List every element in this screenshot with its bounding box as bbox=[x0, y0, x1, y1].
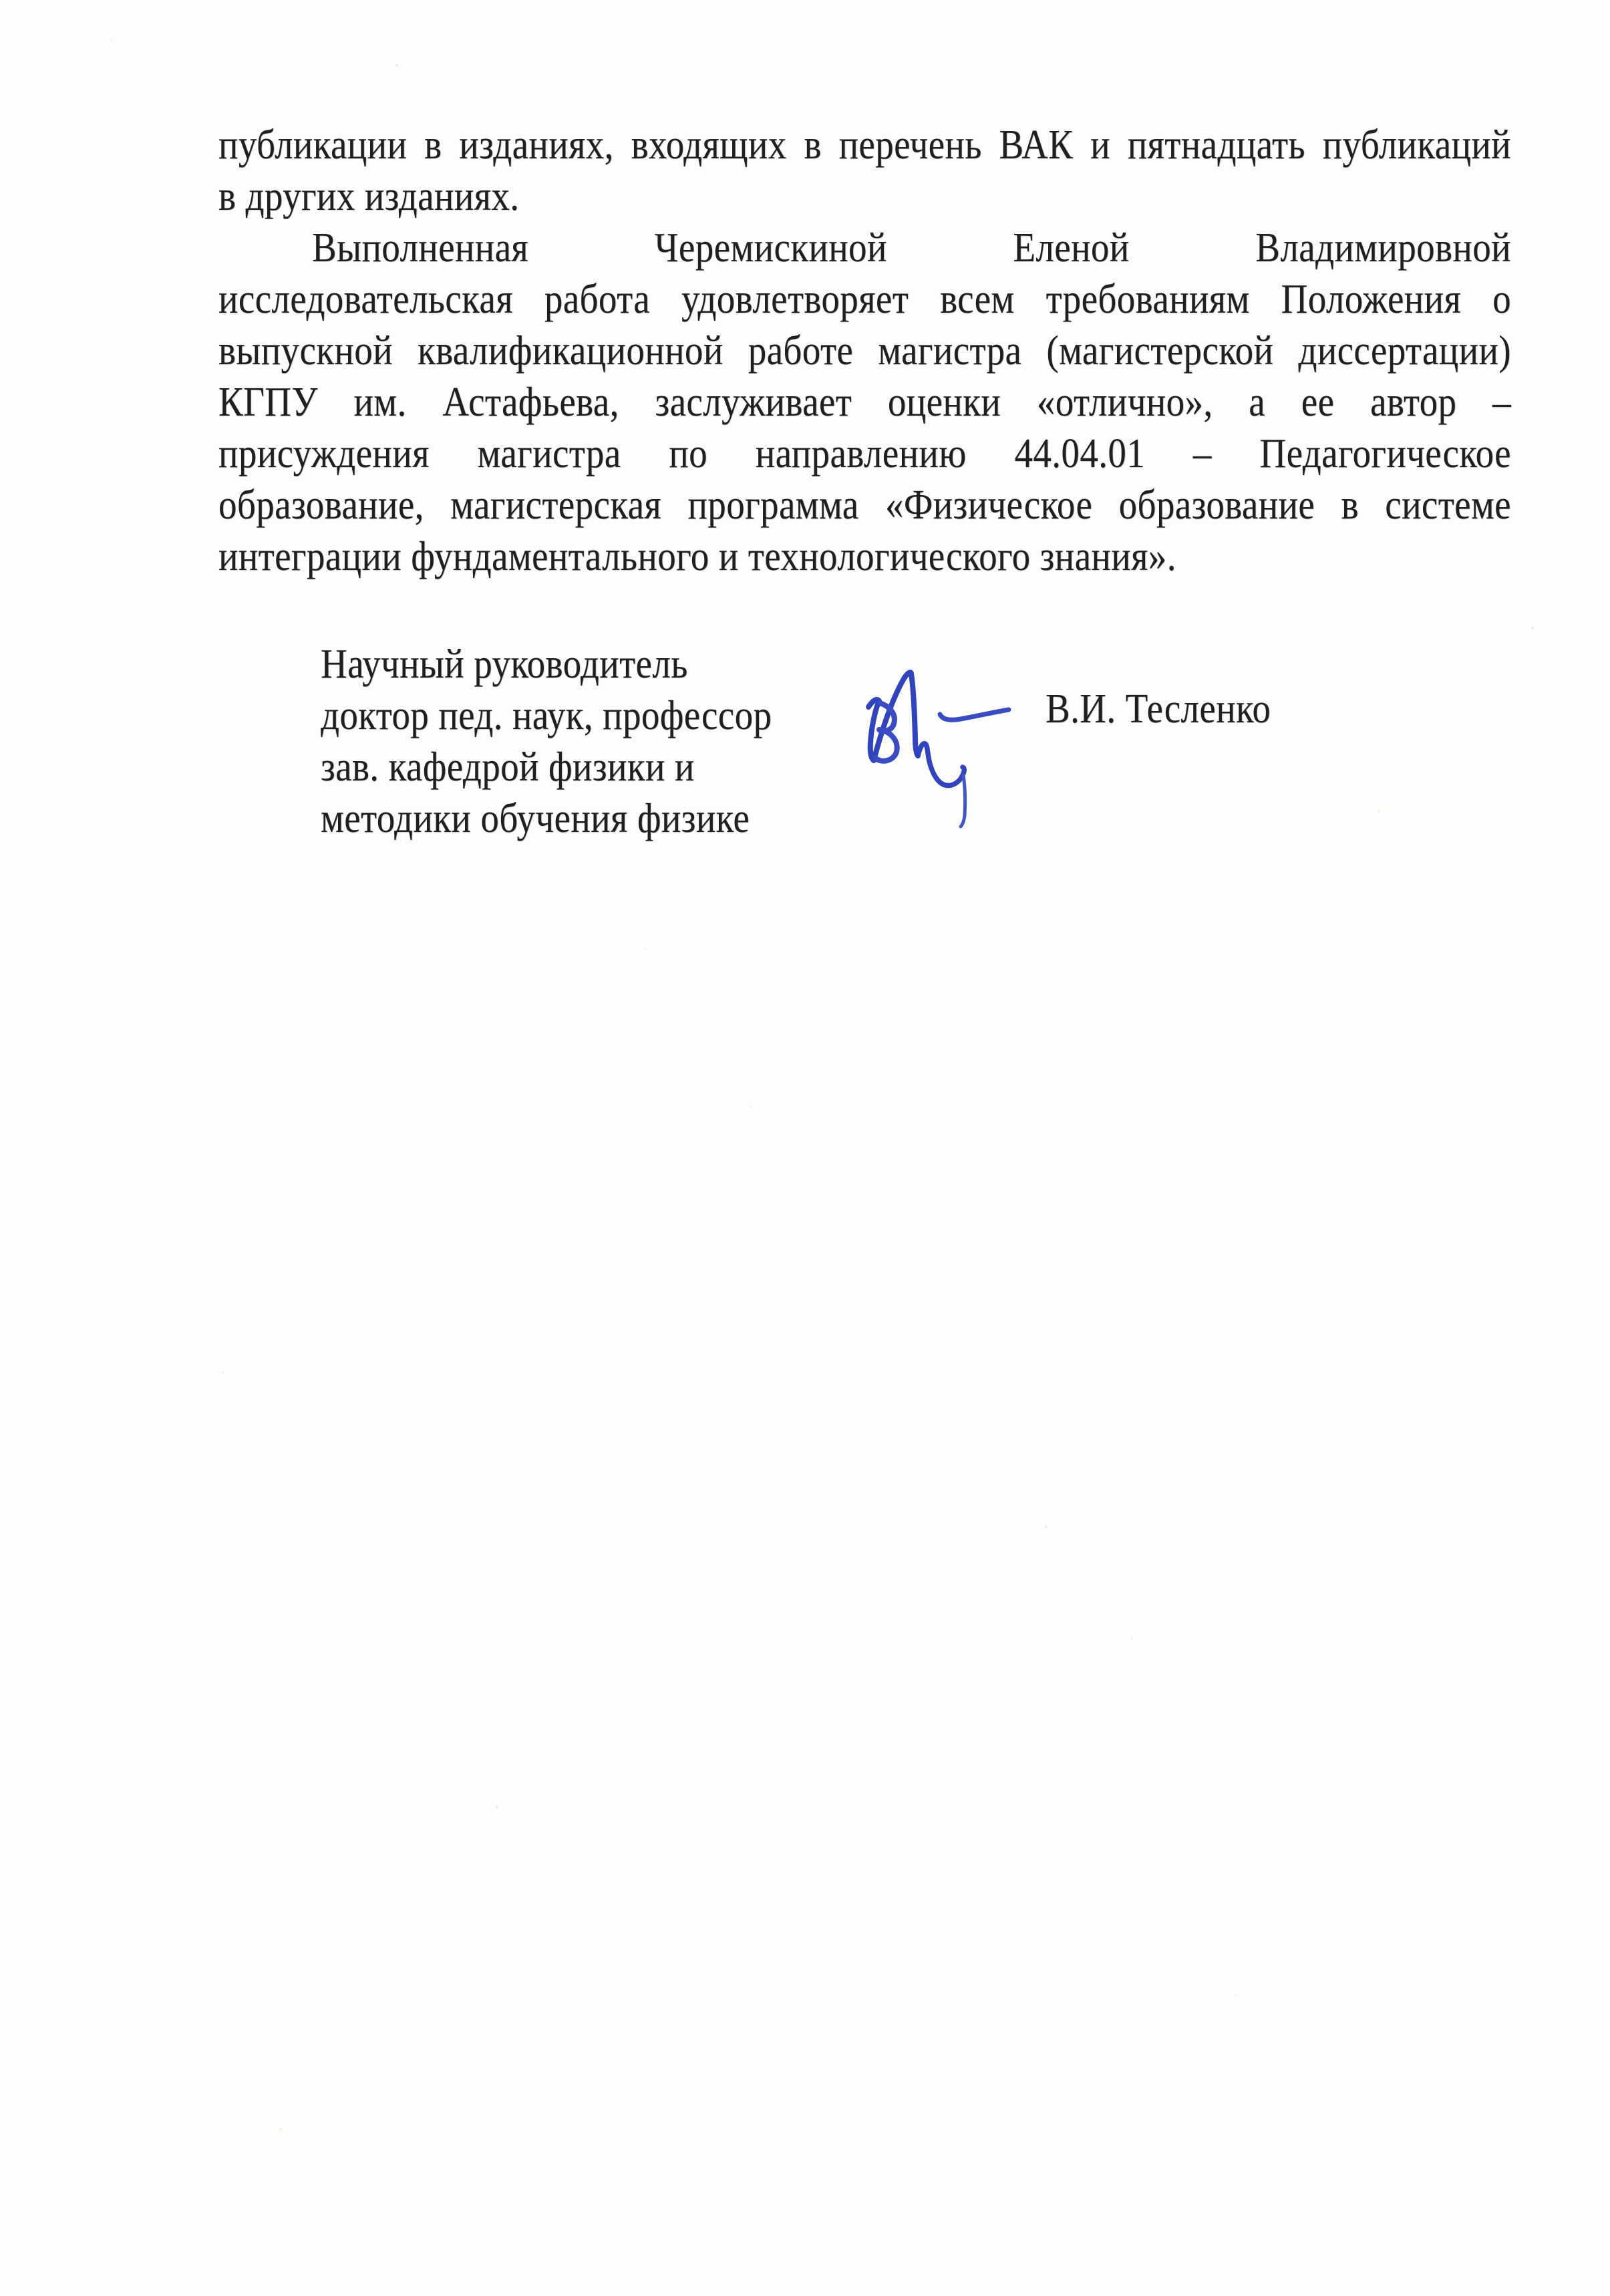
scan-speck bbox=[1130, 1637, 1132, 1639]
signature-block-line-1 bbox=[321, 638, 922, 690]
scan-speck bbox=[111, 39, 113, 41]
para1-line-1 bbox=[218, 119, 1511, 170]
line-text: выпускной квалификационной работе магистра (магистерской диссертации) bbox=[218, 327, 1511, 374]
signature-stroke-descender bbox=[961, 775, 965, 827]
signature-ink bbox=[842, 648, 1029, 902]
scan-speck bbox=[645, 948, 647, 950]
line-text: присуждения магистра по направлению 44.04.01 – Педагогическое bbox=[218, 430, 1511, 476]
line-text: КГПУ им. Астафьева, заслуживает оценки «отлично», а ее автор – bbox=[218, 378, 1511, 425]
line-text: зав. кафедрой физики и bbox=[321, 743, 695, 790]
scan-speck bbox=[1378, 810, 1380, 813]
scan-speck bbox=[1531, 627, 1534, 629]
scan-speck bbox=[750, 1106, 752, 1108]
signature-block-line-3 bbox=[321, 741, 922, 793]
para2-line-5 bbox=[218, 428, 1511, 479]
line-text: методики обучения физике bbox=[321, 795, 750, 841]
line-text: доктор пед. наук, профессор bbox=[321, 692, 772, 738]
line-text: исследовательская работа удовлетворяет всем требованиям Положения о bbox=[218, 275, 1511, 322]
line-text: в других изданиях. bbox=[218, 172, 520, 219]
scan-speck bbox=[222, 1371, 224, 1373]
line-text: публикации в изданиях, входящих в перечень ВАК и пятнадцать публикаций bbox=[218, 121, 1511, 168]
line-text: Выполненная Черемискиной Еленой Владимировной bbox=[312, 224, 1511, 271]
para2-line-4 bbox=[218, 376, 1511, 428]
signature-block bbox=[321, 638, 922, 844]
line-text: образование, магистерская программа «Физическое образование в системе bbox=[218, 481, 1511, 528]
scan-speck bbox=[395, 64, 398, 67]
para2-line-3 bbox=[218, 325, 1511, 376]
signature-stroke-dash bbox=[940, 710, 1009, 720]
para2-line-1 bbox=[218, 222, 1511, 273]
para1-line-2 bbox=[218, 170, 1511, 222]
review-body-text bbox=[218, 119, 1511, 582]
para2-line-7 bbox=[218, 531, 1511, 582]
para2-line-6 bbox=[218, 479, 1511, 531]
line-text: Научный руководитель bbox=[321, 640, 688, 687]
signature-block-line-4 bbox=[321, 793, 922, 844]
scan-speck bbox=[1044, 1526, 1048, 1528]
scan-speck bbox=[496, 1806, 498, 1808]
signature-stroke-zigzag bbox=[918, 744, 964, 786]
signature-block-line-2 bbox=[321, 690, 922, 741]
scan-speck bbox=[279, 2128, 282, 2130]
signer-name bbox=[1045, 683, 1446, 734]
signer-name-text: В.И. Тесленко bbox=[1045, 685, 1271, 732]
line-text: интеграции фундаментального и технологического знания». bbox=[218, 533, 1176, 579]
scan-speck bbox=[1235, 1995, 1237, 1997]
para2-line-2 bbox=[218, 273, 1511, 325]
